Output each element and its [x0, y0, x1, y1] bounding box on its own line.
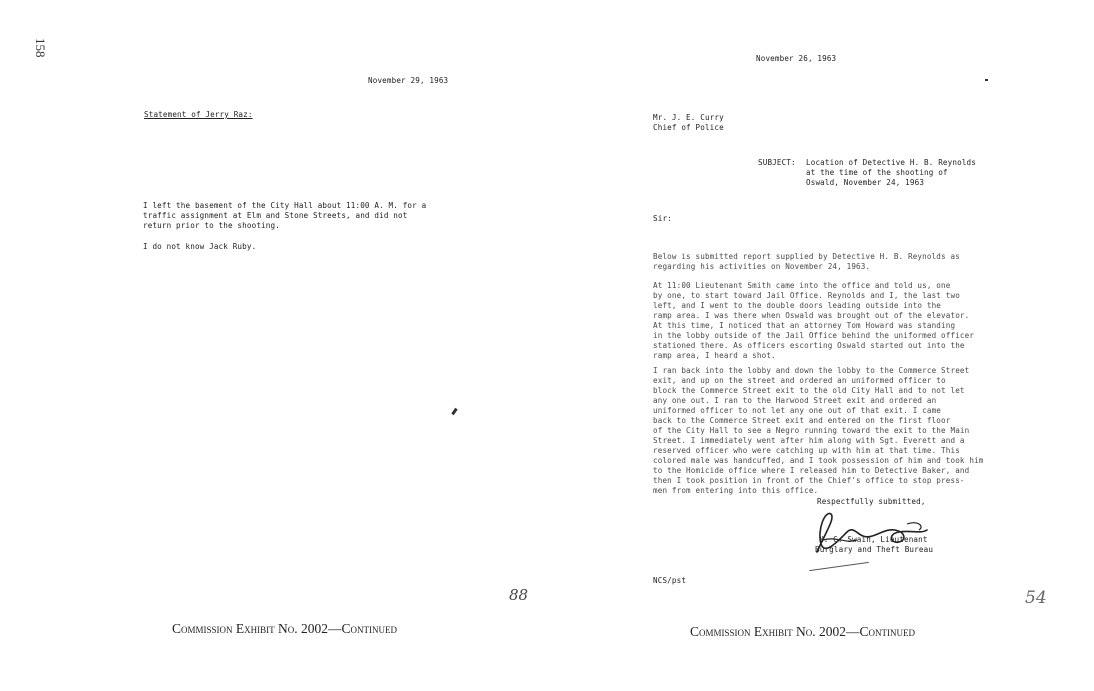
body-paragraph-3	[653, 366, 984, 496]
addressee	[653, 113, 724, 133]
body-line: colored male was handcuffed, and I took possession of him and took him	[653, 456, 984, 465]
statement-paragraph-2: I do not know Jack Ruby.	[143, 242, 257, 251]
body-line: any one out. I ran to the Harwood Street exit and ordered an	[653, 396, 937, 405]
body-line: Street. I immediately went after him along with Sgt. Everett and a	[653, 436, 965, 445]
statement-heading: Statement of Jerry Raz:	[144, 110, 253, 119]
paragraph-line: traffic assignment at Elm and Stone Streets, and did not	[143, 211, 408, 220]
subject-block	[806, 158, 976, 188]
statement-date: November 29, 1963	[368, 76, 449, 85]
body-line: left, and I went to the double doors leading outside into the	[653, 301, 942, 310]
body-line: of the City Hall to see a Negro running toward the exit to the Main	[653, 426, 970, 435]
paragraph-line: I left the basement of the City Hall about 11:00 A. M. for a	[143, 201, 427, 210]
body-line: men from entering into this office.	[653, 486, 819, 495]
body-line: in the lobby outside of the Jail Office behind the uniformed officer	[653, 331, 975, 340]
closing: Respectfully submitted,	[817, 497, 926, 506]
salutation: Sir:	[653, 214, 672, 223]
body-line: to the Homicide office where I released him to Detective Baker, and	[653, 466, 970, 475]
body-line: At this time, I noticed that an attorney Tom Howard was standing	[653, 321, 956, 330]
stray-mark	[451, 408, 457, 415]
body-line: stationed there. As officers escorting Oswald started out into the	[653, 341, 965, 350]
stray-mark	[985, 79, 988, 81]
body-paragraph-1	[653, 252, 960, 272]
body-line: then I took position in front of the Chief's office to stop press-	[653, 476, 965, 485]
letter-date: November 26, 1963	[756, 54, 837, 63]
right-page	[547, 0, 1094, 691]
subject-label: SUBJECT:	[758, 158, 796, 167]
body-line: Below is submitted report supplied by Detective H. B. Reynolds as	[653, 252, 960, 261]
body-line: I ran back into the lobby and down the lobby to the Commerce Street	[653, 366, 970, 375]
signature-block	[815, 535, 933, 555]
body-line: block the Commerce Street exit to the old City Hall and to not let	[653, 386, 965, 395]
body-line: by one, to start toward Jail Office. Reynolds and I, the last two	[653, 291, 960, 300]
exhibit-caption: Commission Exhibit No. 2002—Continued	[690, 624, 915, 639]
statement-paragraph-1	[143, 201, 426, 231]
subject-line: Oswald, November 24, 1963	[806, 178, 925, 187]
typist-initials: NCS/pst	[653, 576, 687, 585]
subject-line: Location of Detective H. B. Reynolds	[806, 158, 976, 167]
subject-line: at the time of the shooting of	[806, 168, 948, 177]
addressee-line: Mr. J. E. Curry	[653, 113, 724, 122]
body-line: ramp area. I was there when Oswald was brought out of the elevator.	[653, 311, 970, 320]
body-line: exit, and up on the street and ordered an uniformed officer to	[653, 376, 946, 385]
exhibit-caption: Commission Exhibit No. 2002—Continued	[172, 621, 397, 636]
signature-line: Burglary and Theft Bureau	[815, 545, 934, 554]
handwritten-page-number: 88	[509, 586, 529, 604]
paragraph-line: return prior to the shooting.	[143, 221, 280, 230]
body-line: back to the Commerce Street exit and entered on the first floor	[653, 416, 951, 425]
body-paragraph-2	[653, 281, 974, 361]
body-line: ramp area, I heard a shot.	[653, 351, 776, 360]
body-line: regarding his activities on November 24, 1963.	[653, 262, 871, 271]
signature-line: N. C. Swain, Lieutenant	[819, 535, 928, 544]
page-number: 158	[33, 38, 48, 58]
addressee-line: Chief of Police	[653, 123, 724, 132]
body-line: uniformed officer to not let any one out of that exit. I came	[653, 406, 942, 415]
body-line: reserved officer who were catching up with him at that time. This	[653, 446, 960, 455]
body-line: At 11:00 Lieutenant Smith came into the office and told us, one	[653, 281, 951, 290]
handwritten-page-number: 54	[1025, 588, 1047, 608]
